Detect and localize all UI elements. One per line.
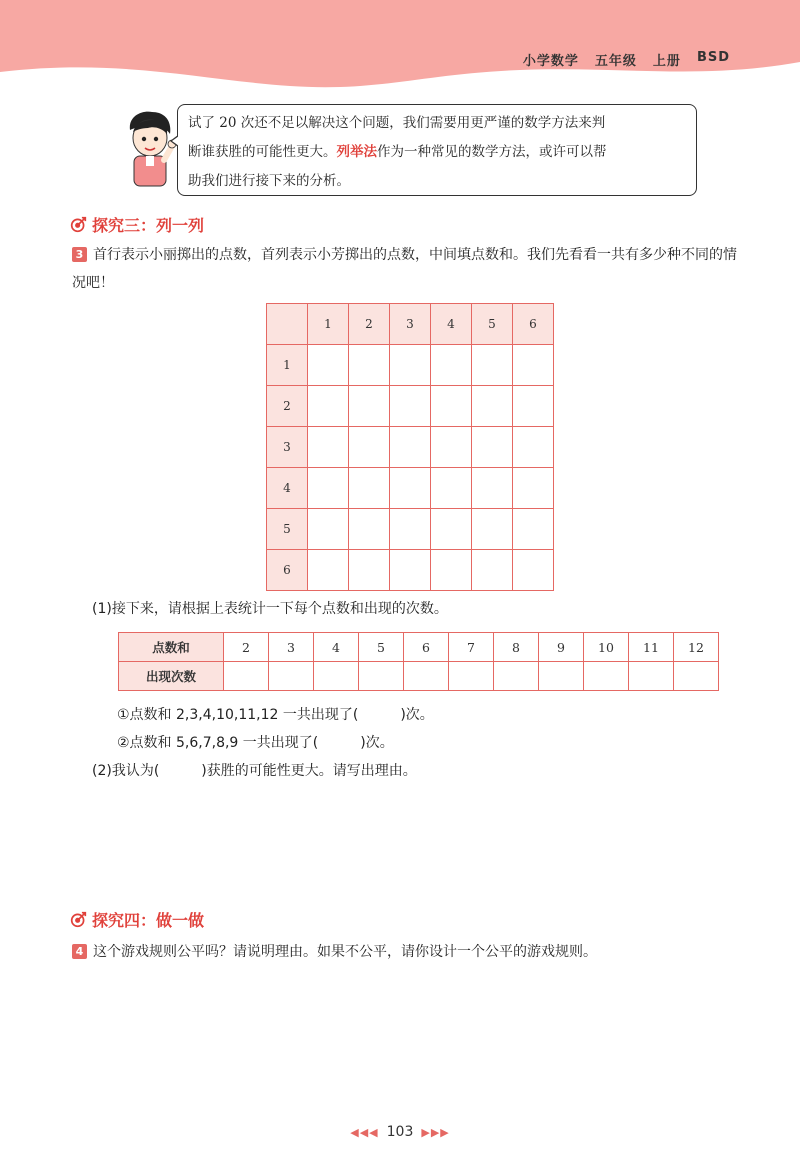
sum-count-table (118, 632, 719, 691)
grid-blank-cell[interactable] (349, 386, 390, 427)
grid-blank-cell[interactable] (472, 509, 513, 550)
grid-blank-cell[interactable] (349, 509, 390, 550)
target-icon (70, 216, 87, 233)
right-arrows-icon: ▶▶▶ (421, 1125, 450, 1139)
grid-blank-cell[interactable] (513, 509, 554, 550)
grid-blank-cell[interactable] (513, 468, 554, 509)
grid-row-header: 4 (267, 468, 308, 509)
grid-blank-cell[interactable] (390, 345, 431, 386)
header-grade: 五年级 (594, 54, 637, 69)
question-3-text: 首行表示小丽掷出的点数，首列表示小芳掷出的点数，中间填点数和。我们先看看一共有多少种不同的情况吧！ (72, 247, 737, 291)
question-3 (72, 241, 742, 297)
dice-sum-grid (266, 303, 554, 591)
grid-col-header: 3 (390, 304, 431, 345)
bubble-line-2-post: 作为一种常见的数学方法，或许可以帮 (377, 144, 607, 160)
times-blank-cell[interactable] (584, 662, 629, 691)
enumeration-method-highlight: 列举法 (336, 144, 377, 160)
sum-value-cell: 3 (269, 633, 314, 662)
grid-corner-cell (267, 304, 308, 345)
bubble-line-2-pre: 断谁获胜的可能性更大。 (188, 144, 337, 160)
bubble-line-1: 试了 20 次还不足以解决这个问题，我们需要用更严谨的数学方法来判 (188, 115, 606, 131)
grid-blank-cell[interactable] (472, 345, 513, 386)
sum-value-cell: 11 (629, 633, 674, 662)
grid-blank-cell[interactable] (472, 427, 513, 468)
grid-blank-cell[interactable] (349, 550, 390, 591)
grid-blank-cell[interactable] (390, 468, 431, 509)
grid-blank-cell[interactable] (349, 427, 390, 468)
grid-row-header: 5 (267, 509, 308, 550)
sum-value-cell: 9 (539, 633, 584, 662)
question-4-text: 这个游戏规则公平吗？请说明理由。如果不公平，请你设计一个公平的游戏规则。 (93, 944, 597, 960)
section-3-heading (70, 213, 204, 236)
grid-blank-cell[interactable] (308, 427, 349, 468)
sum-value-cell: 10 (584, 633, 629, 662)
times-blank-cell[interactable] (359, 662, 404, 691)
grid-blank-cell[interactable] (349, 468, 390, 509)
sub-question-1: (1)接下来，请根据上表统计一下每个点数和出现的次数。 (92, 601, 448, 617)
times-blank-cell[interactable] (674, 662, 719, 691)
question-4 (72, 938, 742, 966)
header-subject: 小学数学 (522, 54, 579, 69)
grid-blank-cell[interactable] (390, 550, 431, 591)
grid-blank-cell[interactable] (472, 468, 513, 509)
grid-blank-cell[interactable] (308, 386, 349, 427)
header-volume: 上册 (652, 54, 681, 69)
grid-blank-cell[interactable] (513, 550, 554, 591)
item-1: ①点数和 2,3,4,10,11,12 一共出现了( )次。 (117, 707, 434, 723)
sum-value-cell: 5 (359, 633, 404, 662)
header-info (523, 50, 730, 69)
times-blank-cell[interactable] (539, 662, 584, 691)
grid-blank-cell[interactable] (431, 345, 472, 386)
grid-col-header: 4 (431, 304, 472, 345)
bubble-line-3: 助我们进行接下来的分析。 (188, 173, 350, 189)
grid-blank-cell[interactable] (308, 468, 349, 509)
grid-row-header: 2 (267, 386, 308, 427)
grid-col-header: 6 (513, 304, 554, 345)
grid-blank-cell[interactable] (308, 550, 349, 591)
grid-row-header: 3 (267, 427, 308, 468)
question-3-number: 3 (72, 247, 87, 262)
grid-blank-cell[interactable] (472, 386, 513, 427)
header-band (0, 0, 800, 90)
grid-blank-cell[interactable] (390, 427, 431, 468)
sub-question-2: (2)我认为( )获胜的可能性更大。请写出理由。 (92, 763, 417, 779)
grid-col-header: 2 (349, 304, 390, 345)
sum-value-cell: 6 (404, 633, 449, 662)
grid-col-header: 5 (472, 304, 513, 345)
grid-blank-cell[interactable] (431, 386, 472, 427)
sum-value-cell: 7 (449, 633, 494, 662)
grid-blank-cell[interactable] (390, 386, 431, 427)
times-blank-cell[interactable] (449, 662, 494, 691)
grid-row-header: 6 (267, 550, 308, 591)
grid-blank-cell[interactable] (431, 427, 472, 468)
sum-label: 点数和 (119, 633, 224, 662)
boy-avatar-illustration (120, 108, 180, 192)
grid-blank-cell[interactable] (513, 386, 554, 427)
grid-blank-cell[interactable] (431, 509, 472, 550)
bubble-line-2 (188, 138, 686, 167)
target-icon (70, 911, 87, 928)
speech-bubble (177, 104, 697, 196)
grid-row-header: 1 (267, 345, 308, 386)
grid-blank-cell[interactable] (513, 345, 554, 386)
item-2: ②点数和 5,6,7,8,9 一共出现了( )次。 (117, 735, 394, 751)
grid-blank-cell[interactable] (349, 345, 390, 386)
times-blank-cell[interactable] (314, 662, 359, 691)
section-3-title: 探究三：列一列 (92, 216, 205, 235)
times-blank-cell[interactable] (269, 662, 314, 691)
grid-blank-cell[interactable] (431, 468, 472, 509)
left-arrows-icon: ◀◀◀ (350, 1125, 379, 1139)
grid-blank-cell[interactable] (308, 509, 349, 550)
times-blank-cell[interactable] (494, 662, 539, 691)
grid-col-header: 1 (308, 304, 349, 345)
grid-blank-cell[interactable] (390, 509, 431, 550)
times-blank-cell[interactable] (629, 662, 674, 691)
sum-value-cell: 12 (674, 633, 719, 662)
grid-blank-cell[interactable] (431, 550, 472, 591)
sum-value-cell: 8 (494, 633, 539, 662)
question-4-number: 4 (72, 944, 87, 959)
times-label: 出现次数 (119, 662, 224, 691)
sum-value-cell: 4 (314, 633, 359, 662)
times-blank-cell[interactable] (404, 662, 449, 691)
times-blank-cell[interactable] (224, 662, 269, 691)
bubble-tail-inner (172, 136, 179, 146)
page-footer (0, 1124, 800, 1140)
grid-blank-cell[interactable] (308, 345, 349, 386)
section-4-title: 探究四：做一做 (92, 911, 205, 930)
section-4-heading (70, 908, 204, 931)
header-edition: BSD (696, 50, 730, 65)
sum-value-cell: 2 (224, 633, 269, 662)
grid-blank-cell[interactable] (513, 427, 554, 468)
page-number: 103 (386, 1124, 414, 1140)
grid-blank-cell[interactable] (472, 550, 513, 591)
